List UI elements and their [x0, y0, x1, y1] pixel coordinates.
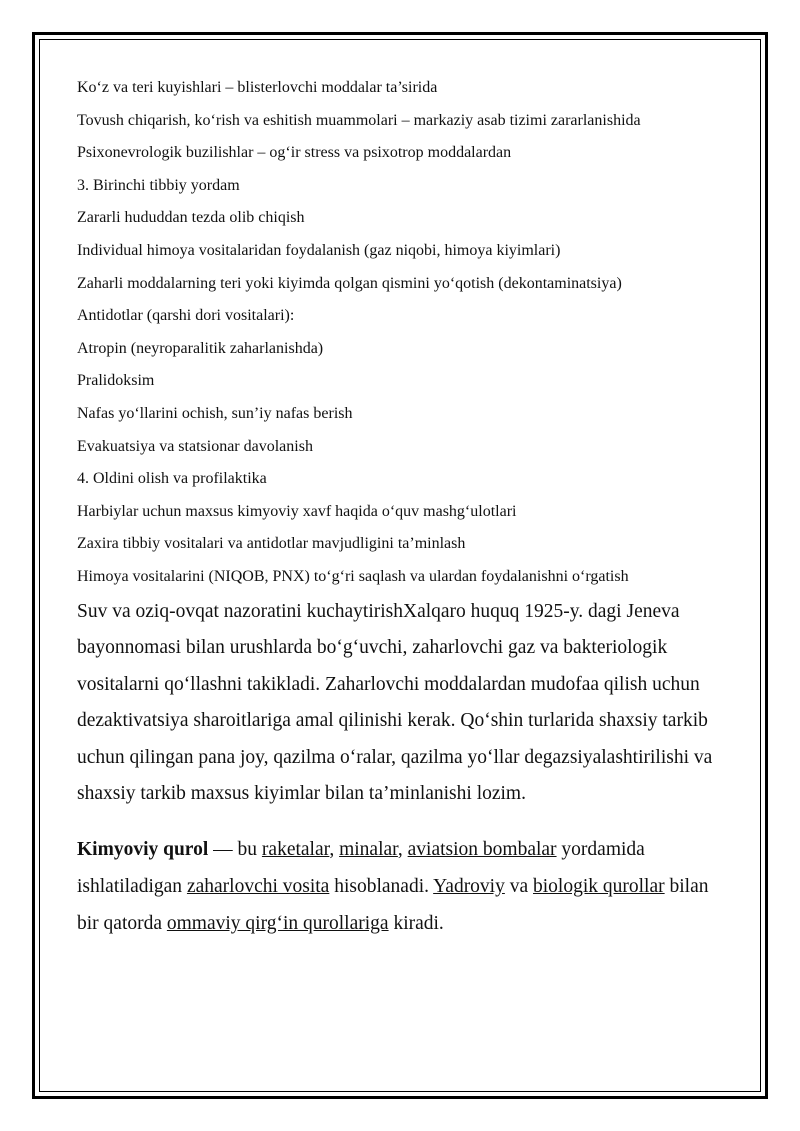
text-span: — bu [208, 839, 262, 861]
body-paragraph: Suv va oziq-ovqat nazoratini kuchaytirishXalqaro huquq 1925-y. dagi Jeneva bayonnomasi bilan urushlarda bo‘g‘uvchi, zaharlovchi gaz va bakteriologik vositalarni qo‘llashni takikladi. Zaharlovchi moddalardan mudofaa qilish uchun dezaktivatsiya sharoitlariga amal qilinishi kerak. Qo‘shin turlarida shaxsiy tarkib uchun qilingan pana joy, qazilma o‘ralar, qazilma yo‘llar degazsiyalashtirilishi va shaxsiy tarkib maxsus kiyimlar bilan ta’minlanishi lozim. [77, 600, 713, 805]
term-bold: Kimyoviy qurol [77, 839, 209, 861]
text-line: Individual himoya vositalaridan foydalanish (gaz niqobi, himoya kiyimlari) [77, 241, 561, 259]
link-ommaviy-qirgin-qurollariga[interactable]: ommaviy qirg‘in qurollariga [166, 913, 389, 935]
text-span: bilan bir qatorda [77, 876, 709, 935]
text-span: kiradi. [388, 913, 444, 935]
text-line: Ko‘z va teri kuyishlari – blisterlovchi moddalar ta’sirida [77, 79, 438, 96]
text-line: Atropin (neyroparalitik zaharlanishda) [77, 339, 324, 357]
text-line: Psixonevrologik buzilishlar – og‘ir stress va psixotrop moddalardan [77, 144, 512, 162]
document-body [77, 72, 727, 942]
link-biologik-qurollar[interactable]: biologik qurollar [533, 876, 665, 898]
text-line: Zararli hududdan tezda olib chiqish [77, 209, 305, 227]
link-aviatsion-bombalar[interactable]: aviatsion bombalar [407, 839, 557, 861]
text-line: Pralidoksim [77, 372, 155, 390]
text-line: Zaxira tibbiy vositalari va antidotlar mavjudligini ta’minlash [77, 535, 466, 553]
text-line: Harbiylar uchun maxsus kimyoviy xavf haqida o‘quv mashg‘ulotlari [77, 502, 517, 520]
section-heading: 4. Oldini olish va profilaktika [77, 470, 267, 488]
definition-paragraph [77, 831, 727, 942]
link-raketalar[interactable]: raketalar [261, 839, 330, 861]
text-line: Nafas yo‘llarini ochish, sun’iy nafas berish [77, 404, 353, 422]
text-line: Zaharli moddalarning teri yoki kiyimda qolgan qismini yo‘qotish (dekontaminatsiya) [77, 274, 622, 292]
text-span: , [329, 839, 340, 861]
text-line: Himoya vositalarini (NIQOB, PNX) to‘g‘ri saqlash va ulardan foydalanishni o‘rgatish [77, 567, 629, 585]
text-line: Evakuatsiya va statsionar davolanish [77, 437, 313, 455]
text-line: Antidotlar (qarshi dori vositalari): [77, 307, 295, 325]
text-span: va [504, 876, 534, 898]
link-yadroviy[interactable]: Yadroviy [433, 876, 505, 898]
text-line: Tovush chiqarish, ko‘rish va eshitish muammolari – markaziy asab tizimi zararlanishida [77, 111, 641, 129]
section-heading: 3. Birinchi tibbiy yordam [77, 176, 240, 194]
link-zaharlovchi-vosita[interactable]: zaharlovchi vosita [186, 876, 330, 898]
text-span: , [397, 839, 408, 861]
link-minalar[interactable]: minalar [339, 839, 398, 861]
text-span: yordamida ishlatiladigan [77, 839, 645, 898]
text-span: hisoblanadi. [329, 876, 434, 898]
